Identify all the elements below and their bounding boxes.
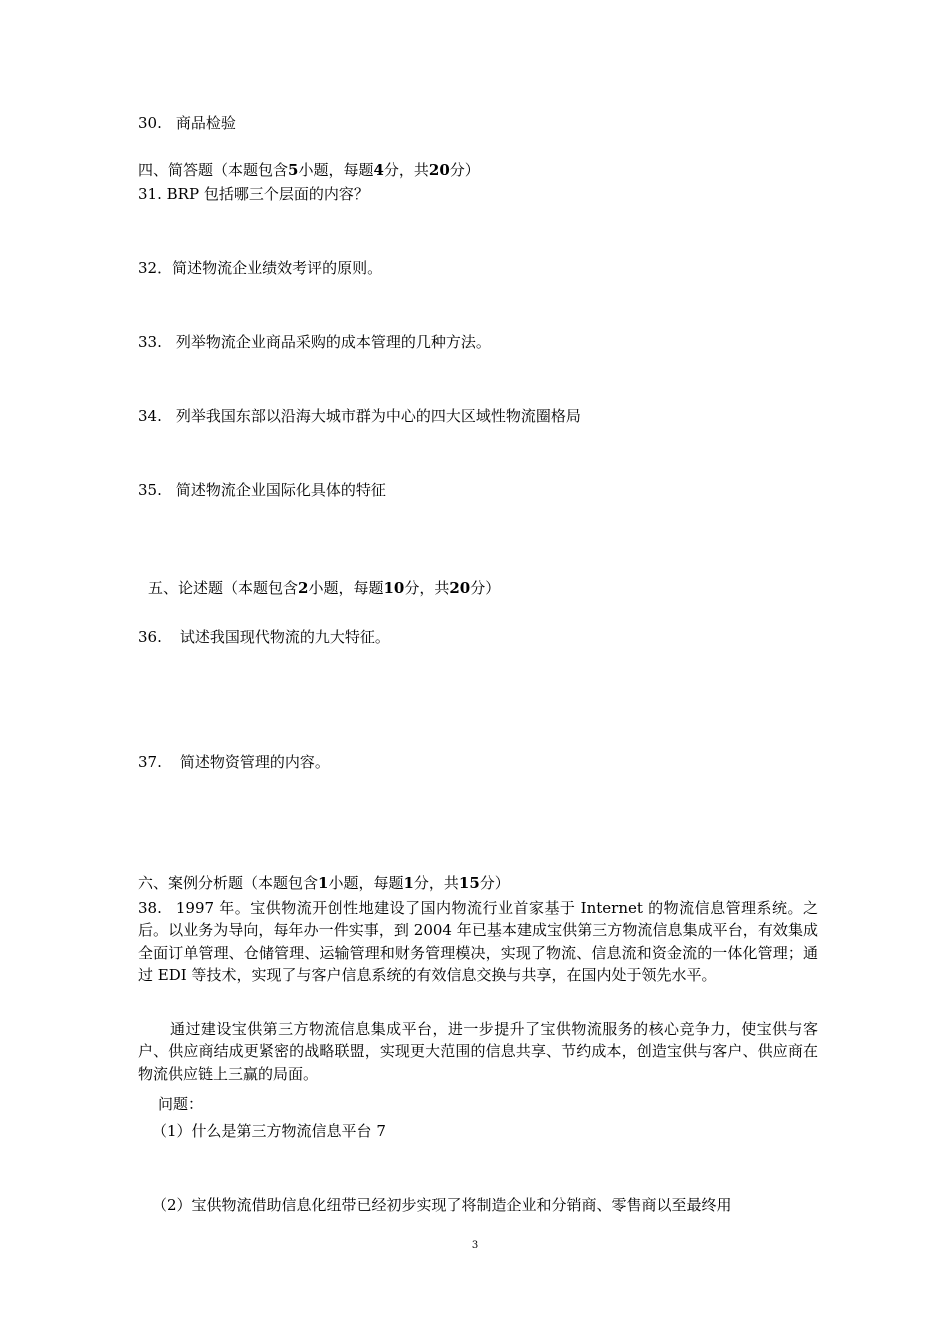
- question-33: [138, 331, 491, 353]
- heading-text: 五、论述题（本题包含: [148, 579, 299, 597]
- heading-text: 分，共: [383, 161, 429, 179]
- question-30: [138, 112, 236, 134]
- question-34: [138, 405, 581, 427]
- heading-count: 5: [288, 161, 299, 179]
- question-label: 问题：: [158, 1095, 204, 1113]
- question-text: 简述物流企业绩效考评的原则。: [172, 259, 383, 277]
- question-text: 简述物资管理的内容。: [179, 753, 330, 771]
- question-number: 34.: [138, 407, 162, 425]
- heading-count: 1: [318, 874, 329, 892]
- question-text: 简述物流企业国际化具体的特征: [175, 481, 386, 499]
- question-number: 37.: [138, 753, 162, 771]
- heading-points: 10: [383, 579, 405, 597]
- heading-total: 15: [458, 874, 480, 892]
- question-text: 试述我国现代物流的九大特征。: [179, 628, 390, 646]
- sub-question-1: （1）什么是第三方物流信息平台 7: [152, 1122, 386, 1140]
- heading-count: 2: [298, 579, 309, 597]
- heading-text: 分）: [479, 874, 510, 892]
- section-heading-6: [138, 872, 510, 894]
- heading-text: 小题，每题: [308, 579, 384, 597]
- question-32: [138, 257, 382, 279]
- heading-points: 4: [373, 161, 384, 179]
- question-text: 列举物流企业商品采购的成本管理的几种方法。: [175, 333, 491, 351]
- heading-text: 四、简答题（本题包含: [138, 161, 289, 179]
- question-36: [138, 626, 390, 648]
- heading-total: 20: [428, 161, 450, 179]
- case-text: 1997 年。宝供物流开创性地建设了国内物流行业首家基于 Internet 的物流信息管理系统。之后。以业务为导向，每年办一件实事，到 2004 年已基本建成宝供第三方物流信息集成平台，有效集成全面订单管理、仓储管理、运输管理和财务管理模决，实现了物流、信息流和资金流的一体化管理；通过 EDI 等技术，实现了与客户信息系统的有效信息交换与共享，在国内处于领先水平。: [138, 899, 818, 985]
- heading-text: 分）: [470, 579, 501, 597]
- heading-text: 分）: [449, 161, 480, 179]
- question-38-paragraph-1: [138, 897, 818, 987]
- question-38-paragraph-2: 通过建设宝供第三方物流信息集成平台，进一步提升了宝供物流服务的核心竞争力，使宝供与客户、供应商结成更紧密的战略联盟，实现更大范围的信息共享、节约成本，创造宝供与客户、供应商在物流供应链上三赢的局面。: [138, 1020, 818, 1083]
- heading-text: 小题，每题: [328, 874, 404, 892]
- heading-text: 六、案例分析题（本题包含: [138, 874, 319, 892]
- question-text: 列举我国东部以沿海大城市群为中心的四大区域性物流圈格局: [175, 407, 581, 425]
- section-heading-5: [148, 577, 500, 599]
- question-number: 35.: [138, 481, 162, 499]
- section-heading-4: [138, 159, 480, 181]
- heading-text: 分，共: [413, 874, 459, 892]
- question-number: 38.: [138, 899, 162, 917]
- question-37: [138, 751, 330, 773]
- question-35: [138, 479, 386, 501]
- question-text: 商品检验: [175, 114, 236, 132]
- sub-question-2: （2）宝供物流借助信息化纽带已经初步实现了将制造企业和分销商、零售商以至最终用: [152, 1196, 732, 1214]
- question-31: [138, 183, 369, 205]
- question-number: 36.: [138, 628, 162, 646]
- heading-text: 小题，每题: [298, 161, 374, 179]
- heading-text: 分，共: [404, 579, 450, 597]
- question-number: 32．: [138, 259, 173, 277]
- question-text: BRP 包括哪三个层面的内容？: [166, 185, 369, 203]
- page-number: 3: [471, 1240, 479, 1251]
- question-number: 31.: [138, 185, 162, 203]
- heading-points: 1: [403, 874, 414, 892]
- question-number: 30.: [138, 114, 162, 132]
- heading-total: 20: [449, 579, 471, 597]
- question-number: 33.: [138, 333, 162, 351]
